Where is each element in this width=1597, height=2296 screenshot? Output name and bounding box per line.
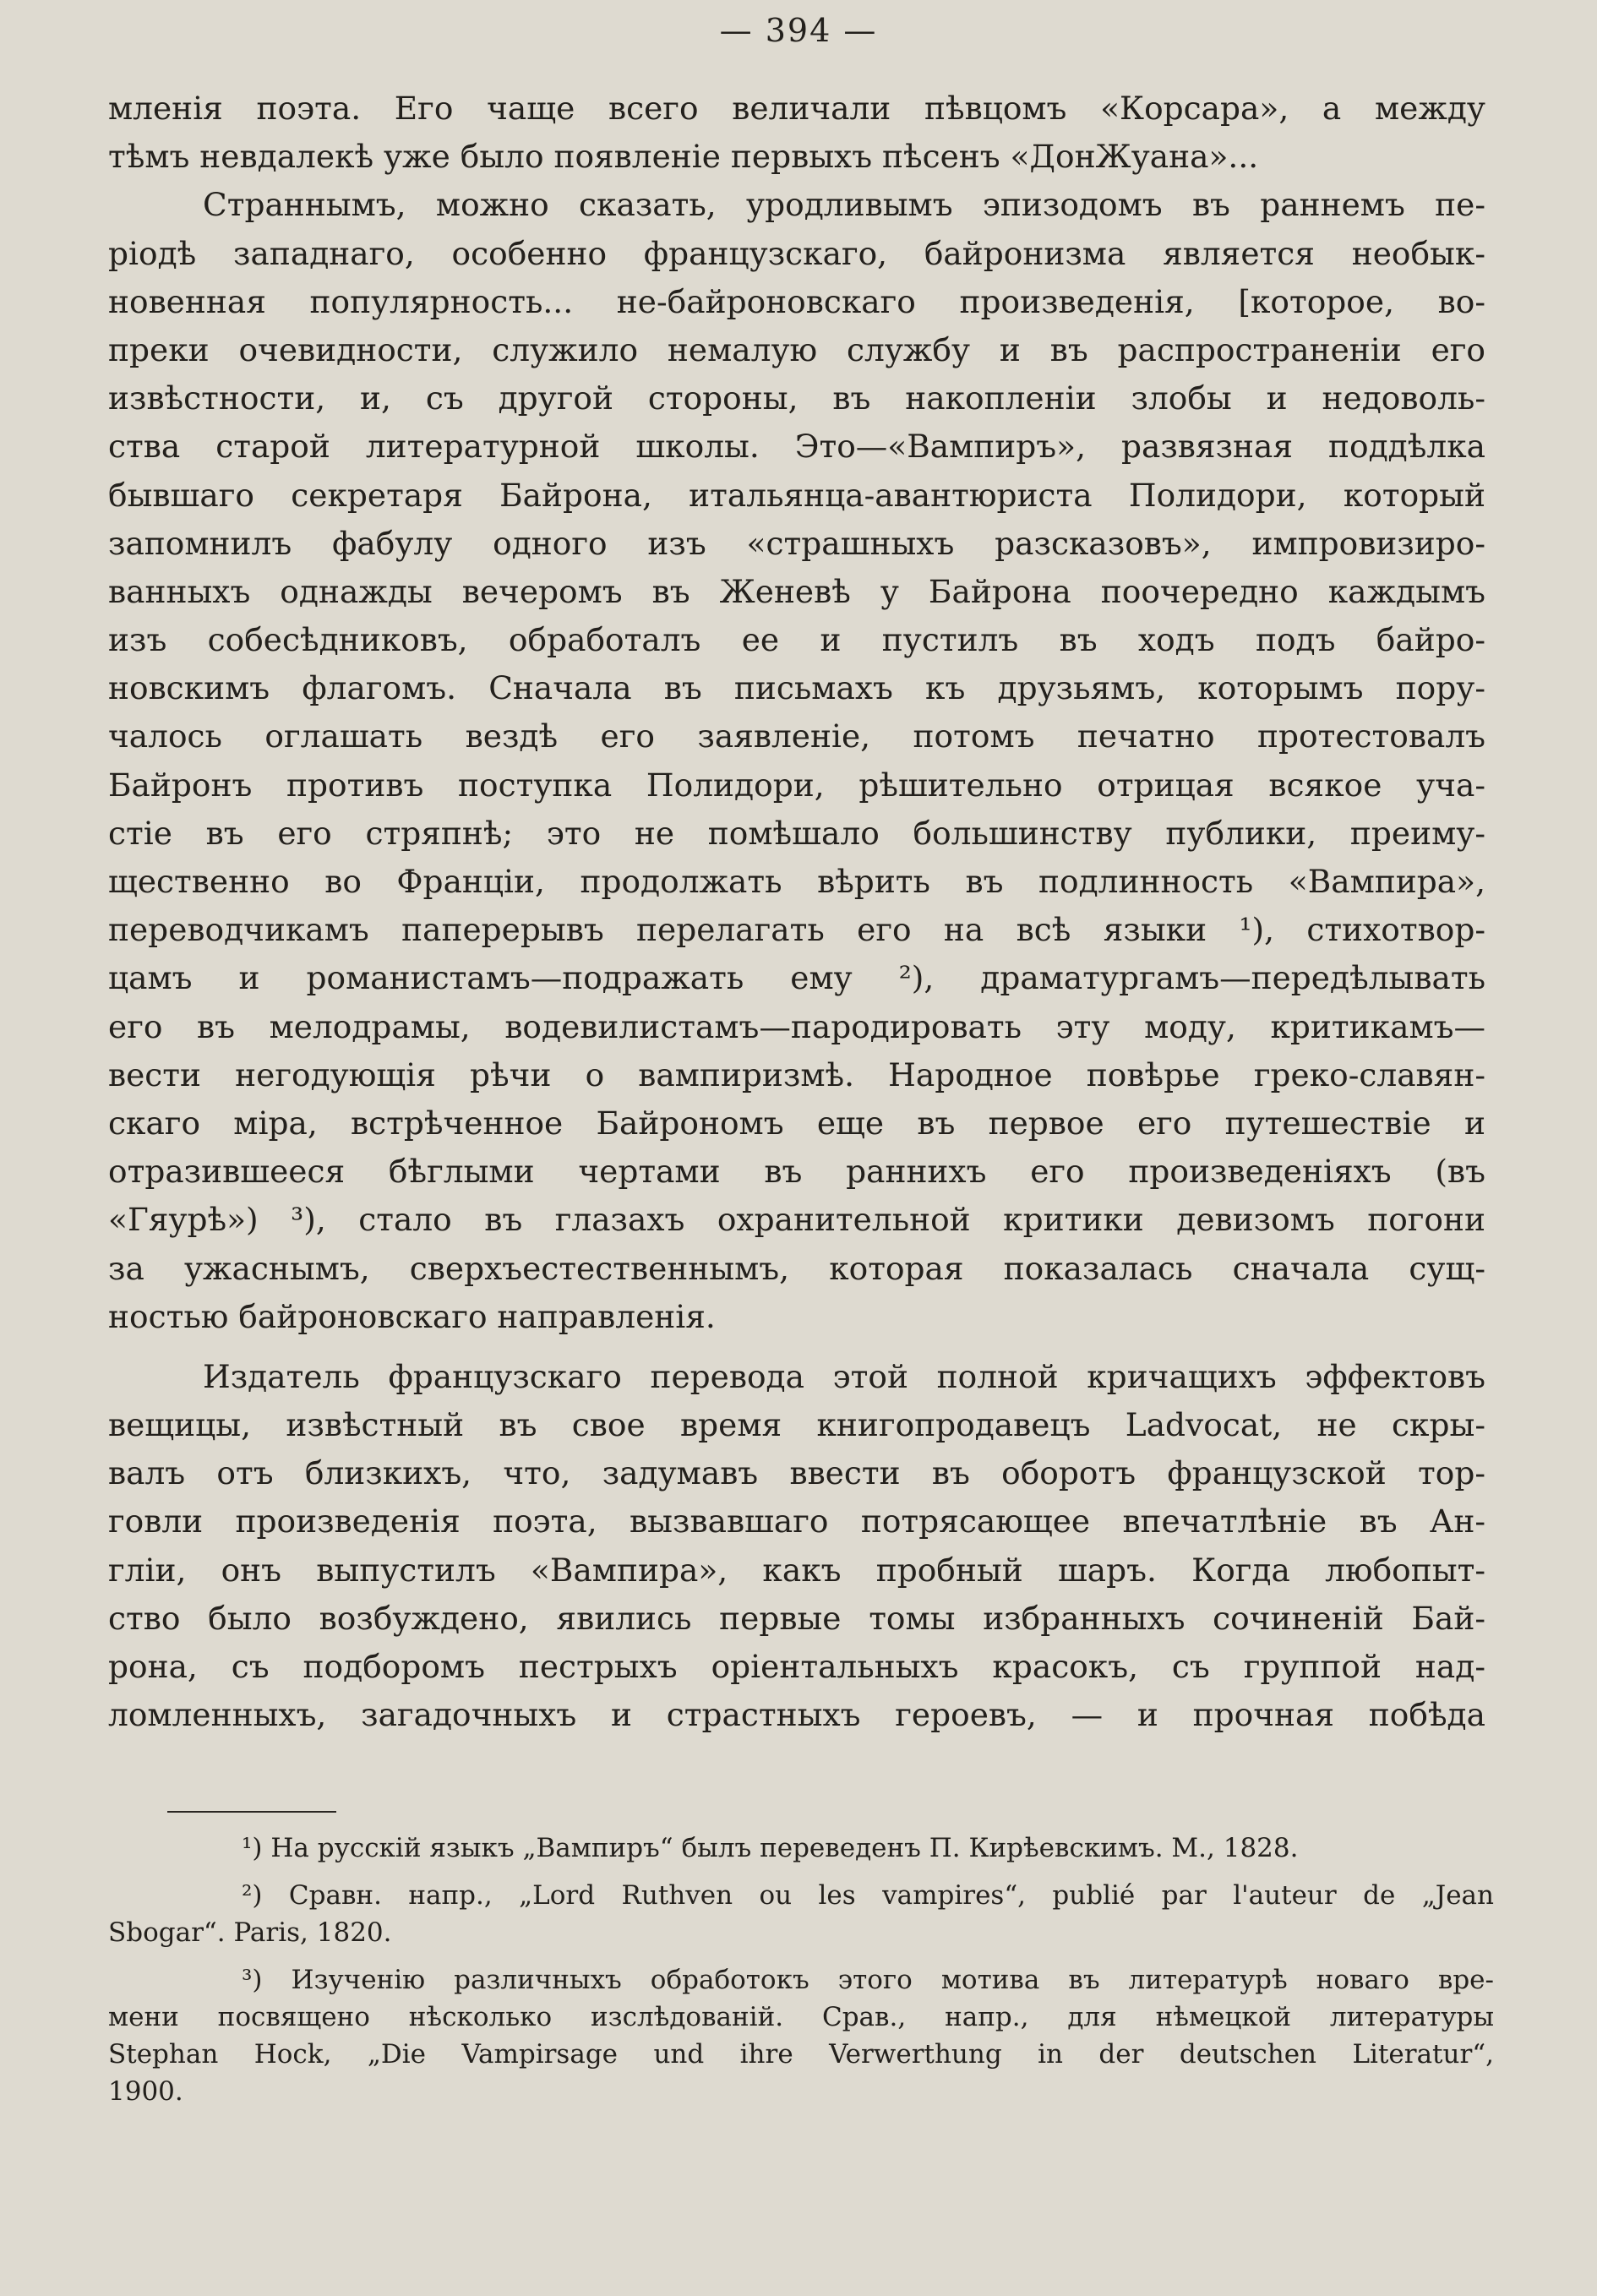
text-line: говли произведенія поэта, вызвавшаго потрясающее впечатлѣніе въ Ан-	[108, 1502, 1485, 1541]
text-line: скаго міра, встрѣченное Байрономъ еще въ первое его путешествіе и	[108, 1104, 1485, 1142]
text-line: извѣстности, и, съ другой стороны, въ накопленіи злобы и недоволь-	[108, 379, 1485, 417]
text-line: вещицы, извѣстный въ свое время книгопродавецъ Ladvocat, не скры-	[108, 1406, 1485, 1444]
text-line: гліи, онъ выпустилъ «Вампира», какъ пробный шаръ. Когда любопыт-	[108, 1551, 1485, 1589]
text-line: щественно во Франціи, продолжать вѣрить въ подлинность «Вампира»,	[108, 863, 1485, 900]
text-line: ства старой литературной школы. Это—«Вампиръ», развязная поддѣлка	[108, 428, 1485, 466]
text-line: его въ мелодрамы, водевилистамъ—пародировать эту моду, критикамъ—	[108, 1007, 1485, 1045]
footnote-line: ³) Изученію различныхъ обработокъ этого мотива въ литературѣ новаго вре-	[242, 1965, 1494, 1995]
text-line: запомнилъ фабулу одного изъ «страшныхъ разсказовъ», импровизиро-	[108, 524, 1485, 562]
text-line: Страннымъ, можно сказать, уродливымъ эпизодомъ въ раннемъ пе-	[203, 186, 1485, 224]
text-line: за ужаснымъ, сверхъестественнымъ, которая показалась сначала сущ-	[108, 1249, 1485, 1287]
text-line: отразившееся бѣглыми чертами въ раннихъ его произведеніяхъ (въ	[108, 1153, 1485, 1191]
text-line: валъ отъ близкихъ, что, задумавъ ввести въ оборотъ французской тор-	[108, 1454, 1485, 1492]
footnote-line: Stephan Hock, „Die Vampirsage und ihre Verwerthung in der deutschen Literatur“,	[108, 2039, 1494, 2070]
footnote-line: ¹) На русскій языкъ „Вампиръ“ былъ переведенъ П. Кирѣевскимъ. М., 1828.	[242, 1833, 1299, 1863]
text-line: ріодѣ западнаго, особенно французскаго, байронизма является необык-	[108, 234, 1485, 272]
text-line: изъ собесѣдниковъ, обработалъ ее и пустилъ въ ходъ подъ байро-	[108, 621, 1485, 659]
text-line: «Гяурѣ») ³), стало въ глазахъ охранительной критики девизомъ погони	[108, 1201, 1485, 1239]
footnote-line: Sbogar“. Paris, 1820.	[108, 1917, 392, 1948]
text-line: мленія поэта. Его чаще всего величали пѣвцомъ «Корсара», а между	[108, 90, 1485, 127]
text-line: рона, съ подборомъ пестрыхъ оріентальныхъ красокъ, съ группой над-	[108, 1648, 1485, 1685]
footnote-separator	[167, 1811, 336, 1813]
footnote-line: 1900.	[108, 2076, 183, 2107]
text-line: ство было возбуждено, явились первые томы избранныхъ сочиненій Бай-	[108, 1599, 1485, 1637]
text-line: переводчикамъ паперерывъ перелагать его на всѣ языки ¹), стихотвор-	[108, 911, 1485, 949]
text-line: бывшаго секретаря Байрона, итальянца-авантюриста Полидори, который	[108, 476, 1485, 514]
main-text	[108, 85, 1485, 1739]
footnote-line: ²) Сравн. напр., „Lord Ruthven ou les vampires“, publié par l'auteur de „Jean	[242, 1880, 1494, 1911]
text-line: Издатель французскаго перевода этой полной кричащихъ эффектовъ	[203, 1357, 1485, 1395]
text-line: ломленныхъ, загадочныхъ и страстныхъ героевъ, — и прочная побѣда	[108, 1696, 1485, 1734]
footnote-line: мени посвящено нѣсколько изслѣдованій. Срав., напр., для нѣмецкой литературы	[108, 2002, 1494, 2032]
text-line: стіе въ его стряпнѣ; это не помѣшало большинству публики, преиму-	[108, 814, 1485, 852]
text-line: вести негодующія рѣчи о вампиризмѣ. Народное повѣрье греко-славян-	[108, 1055, 1485, 1093]
footnotes	[108, 1830, 1494, 2110]
text-line: тѣмъ невдалекѣ уже было появленіе первыхъ пѣсенъ «ДонЖуана»...	[108, 138, 1259, 176]
text-line: чалось оглашать вездѣ его заявленіе, потомъ печатно протестовалъ	[108, 717, 1485, 755]
page-number: — 394 —	[719, 12, 878, 49]
text-line: ванныхъ однажды вечеромъ въ Женевѣ у Байрона поочередно каждымъ	[108, 572, 1485, 610]
text-line: ностью байроновскаго направленія.	[108, 1297, 716, 1335]
text-line: преки очевидности, служило немалую службу и въ распространеніи его	[108, 330, 1485, 368]
text-line: цамъ и романистамъ—подражать ему ²), драматургамъ—передѣлывать	[108, 959, 1485, 997]
text-line: Байронъ противъ поступка Полидори, рѣшительно отрицая всякое уча-	[108, 766, 1485, 804]
text-line: новскимъ флагомъ. Сначала въ письмахъ къ друзьямъ, которымъ пору-	[108, 669, 1485, 707]
text-line: новенная популярность... не-байроновскаго произведенія, [которое, во-	[108, 282, 1485, 320]
